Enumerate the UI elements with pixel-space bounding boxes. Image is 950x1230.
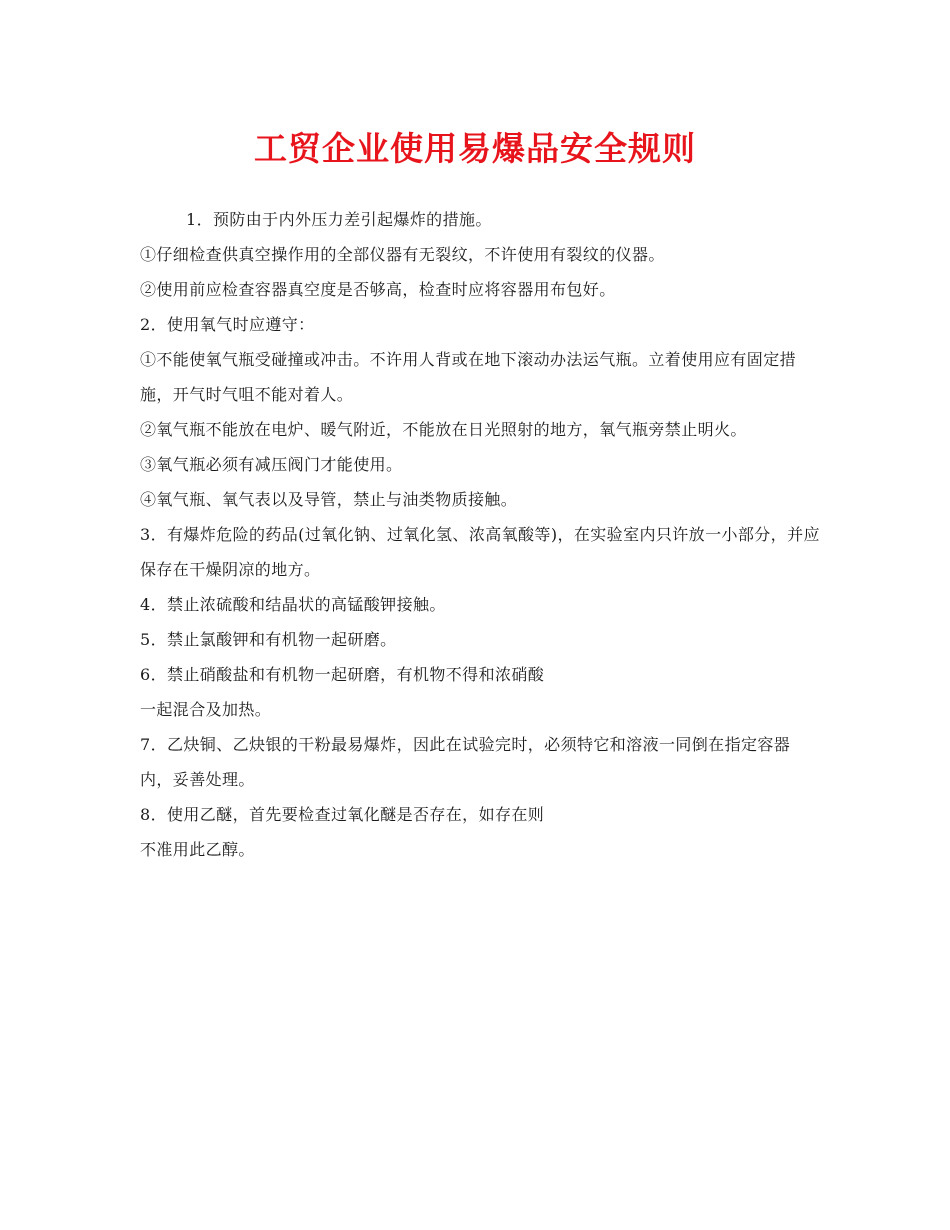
paragraph-line: 3．有爆炸危险的药品(过氧化钠、过氧化氢、浓高氧酸等)，在实验室内只许放一小部分，并应保存在干燥阴凉的地方。 [140, 525, 820, 579]
paragraph-line: 1．预防由于内外压力差引起爆炸的措施。 [186, 210, 492, 229]
paragraph-line: 4．禁止浓硫酸和结晶状的高锰酸钾接触。 [140, 595, 446, 614]
paragraph-line: ④氧气瓶、氧气表以及导管，禁止与油类物质接触。 [140, 490, 518, 509]
page-title: 工贸企业使用易爆品安全规则 [254, 129, 696, 168]
paragraph-line: 2．使用氧气时应遵守： [140, 315, 315, 334]
paragraph-line: 一起混合及加热。 [140, 700, 272, 719]
paragraph-line: 6．禁止硝酸盐和有机物一起研磨，有机物不得和浓硝酸 [140, 665, 545, 684]
paragraph-line: ②氧气瓶不能放在电炉、暖气附近，不能放在日光照射的地方，氧气瓶旁禁止明火。 [140, 420, 747, 439]
paragraph-line: 不准用此乙醇。 [140, 840, 255, 859]
paragraph-line: 7．乙炔铜、乙炔银的干粉最易爆炸，因此在试验完时，必须特它和溶液一同倒在指定容器内，妥善处理。 [140, 735, 791, 789]
paragraph-line: ①不能使氧气瓶受碰撞或冲击。不许用人背或在地下滚动办法运气瓶。立着使用应有固定措施，开气时气咀不能对着人。 [140, 350, 797, 404]
paragraph-line: ②使用前应检查容器真空度是否够高，检查时应将容器用布包好。 [140, 280, 616, 299]
paragraph-line: ①仔细检查供真空操作用的全部仪器有无裂纹，不许使用有裂纹的仪器。 [140, 245, 665, 264]
rules-body [140, 202, 820, 867]
paragraph-line: ③氧气瓶必须有减压阀门才能使用。 [140, 455, 403, 474]
paragraph-line: 8．使用乙醚，首先要检查过氧化醚是否存在，如存在则 [140, 805, 545, 824]
paragraph-line: 5．禁止氯酸钾和有机物一起研磨。 [140, 630, 397, 649]
